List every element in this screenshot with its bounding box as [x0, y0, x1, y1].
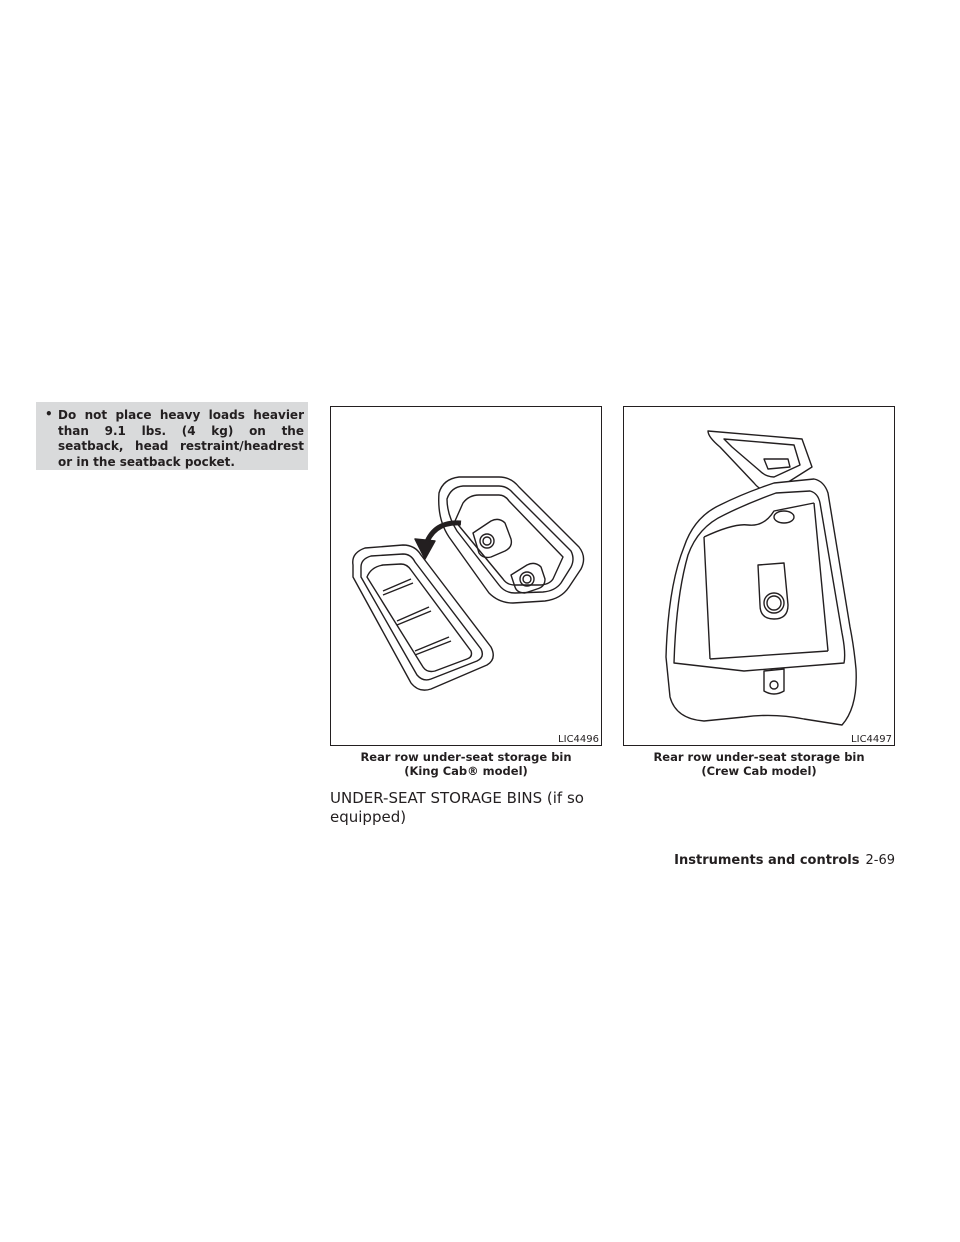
crew-cab-bin-illustration [624, 407, 894, 745]
page-number: 2-69 [865, 853, 895, 868]
warning-box [36, 402, 308, 470]
figure-code: LIC4497 [851, 734, 892, 745]
caption-line: (Crew Cab model) [701, 764, 817, 778]
caption-line: Rear row under-seat storage bin [653, 750, 865, 764]
figure-caption-king-cab [330, 750, 602, 778]
page-footer [650, 853, 895, 868]
figure-crew-cab [623, 406, 895, 746]
footer-section-title: Instruments and controls [674, 853, 860, 868]
king-cab-bin-illustration [331, 407, 601, 745]
bullet: • [45, 407, 53, 421]
caption-line: (King Cab® model) [404, 764, 528, 778]
section-heading: UNDER-SEAT STORAGE BINS (if so equipped) [330, 789, 584, 826]
figure-code: LIC4496 [558, 734, 599, 745]
figure-king-cab [330, 406, 602, 746]
warning-text: Do not place heavy loads heavier than 9.1 lbs. (4 kg) on the seatback, head restraint/headrest or in the seatback pocket. [58, 408, 304, 469]
figure-caption-crew-cab [623, 750, 895, 778]
caption-line: Rear row under-seat storage bin [360, 750, 572, 764]
